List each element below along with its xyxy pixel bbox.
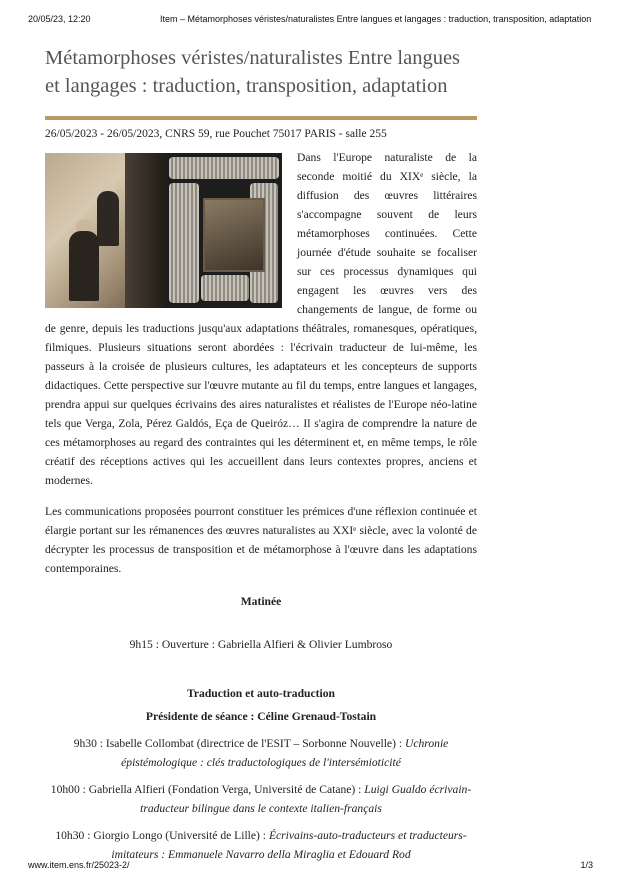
section-matinee: Matinée (240, 595, 282, 608)
talk-title: Luigi Gualdo écrivain-traducteur bilingue dans le contexte italien-français (140, 783, 472, 815)
talk-time: 10h00 : (50, 783, 89, 796)
opening-line: 9h15 : Ouverture : Gabriella Alfieri & Olivier Lumbroso (129, 638, 393, 651)
print-page-title: Item – Métamorphoses véristes/naturalistes Entre langues et langages : traduction, transposition, adaptation (160, 14, 592, 24)
talk-speaker: Isabelle Collombat (directrice de l'ESIT – Sorbonne Nouvelle) : (105, 737, 405, 750)
session-chair: Présidente de séance : Céline Grenaud-Tostain (145, 710, 377, 723)
print-url: www.item.ens.fr/25023-2/ (28, 860, 130, 870)
photo-two-men (45, 153, 165, 308)
session-title: Traduction et auto-traduction (187, 687, 335, 700)
title-divider (45, 116, 477, 120)
paragraph-remanences: Les communications proposées pourront constituer les prémices d'une réflexion continuée et élargie portant sur les rémanences des œuvres naturalistes au XXIᵉ siècle, avec la volonté de décrypter les processus de transposition et de métamorphose à l'œuvre dans les adaptations contemporaines. (45, 505, 477, 575)
intro-paragraph: Dans l'Europe naturaliste de la seconde moitié du XIXᵉ siècle, la diffusion des œuvres littéraires s'accompagne souvent de leurs métamorphoses continuées. Cette journée d'étude souhaite se focaliser sur ces processus dynamiques qui engagent les œuvres vers des changements de langue, de forme ou de genre, depuis les traductions jusqu'aux adaptations théâtrales, romanesques, opératiques, filmiques. Plusieurs situations seront abordées : l'écrivain traducteur de lui-même, les passeurs à la croisée de plusieurs cultures, les adaptateurs et les concepteurs de supports didactiques. Cette perspective sur l'œuvre mutante au fil du temps, entre langues et langages, prendra appui sur quelques écrivains des aires naturalistes et réalistes de l'Europe néo-latine tels que Verga, Zola, Pérez Galdós, Eça de Queiróz… Il s'agira de comprendre la nature de ces métamorphoses au regard des contraintes qui les déterminent et, en même temps, le rôle créatif des réceptions actives qui les accueillent dans leurs contextes propres, anciens et modernes. (45, 151, 477, 487)
article-title: Métamorphoses véristes/naturalistes Entre langues et langages : traduction, transposition, adaptation (45, 47, 461, 97)
talk-item (45, 734, 477, 772)
intro-block (45, 148, 477, 490)
talk-title: Uchronie épistémologique : clés traductologiques de l'intersémioticité (121, 737, 449, 769)
print-page-number: 1/3 (580, 860, 593, 870)
talk-title: Écrivains-auto-traducteurs et traducteurs-imitateurs : Emmanuele Navarro della Miraglia et Edouard Rod (111, 829, 467, 861)
talk-speaker: Giorgio Longo (Université de Lille) : (93, 829, 269, 842)
talk-speaker: Gabriella Alfieri (Fondation Verga, Université de Catane) : (88, 783, 365, 796)
event-meta: 26/05/2023 - 26/05/2023, CNRS 59, rue Pouchet 75017 PARIS - salle 255 (45, 128, 387, 140)
talk-time: 9h30 : (73, 737, 106, 750)
print-date: 20/05/23, 12:20 (28, 14, 91, 24)
article (45, 38, 477, 864)
event-photo (45, 153, 282, 308)
photo-books-portrait (165, 153, 282, 308)
talk-item (45, 780, 477, 818)
talk-item (45, 826, 477, 864)
talk-time: 10h30 : (55, 829, 94, 842)
